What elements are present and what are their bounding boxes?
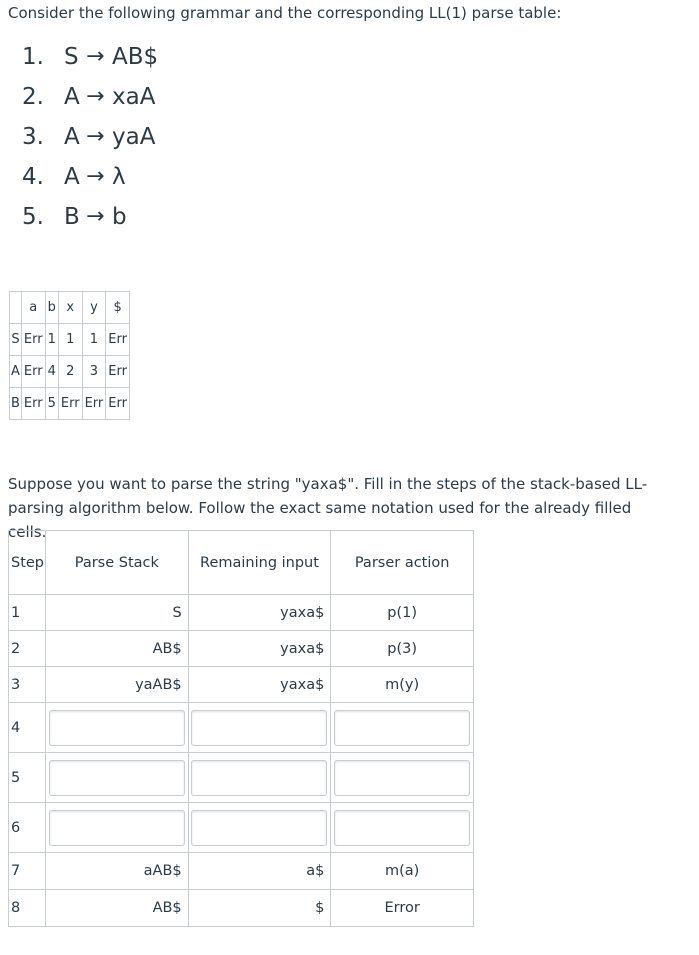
remaining-input-cell: yaxa$ bbox=[188, 631, 331, 667]
parse-stack-cell bbox=[46, 703, 189, 753]
intro-text: Consider the following grammar and the corresponding LL(1) parse table: bbox=[8, 4, 562, 22]
parser-action-cell: Error bbox=[331, 890, 474, 927]
ll1-parse-table bbox=[9, 291, 130, 420]
step-row bbox=[9, 595, 474, 631]
step-number: 8 bbox=[9, 890, 46, 927]
parse-table-cell: 4 bbox=[45, 356, 58, 388]
parse-table-column-header: y bbox=[82, 292, 106, 324]
parse-stack-cell: aAB$ bbox=[46, 853, 189, 890]
rule-number: 2. bbox=[22, 84, 44, 110]
right-arrow-icon: → bbox=[86, 164, 105, 189]
step-row bbox=[9, 631, 474, 667]
input-column-header: Remaining input bbox=[188, 531, 331, 595]
rule-rhs: λ bbox=[112, 164, 126, 190]
grammar-rule bbox=[22, 164, 158, 204]
parse-table-cell: Err bbox=[106, 388, 130, 420]
parse-table-cell: Err bbox=[106, 324, 130, 356]
parser-action-cell: p(3) bbox=[331, 631, 474, 667]
right-arrow-icon: → bbox=[86, 204, 105, 229]
step-number: 4 bbox=[9, 703, 46, 753]
parser-action-cell: m(y) bbox=[331, 667, 474, 703]
rule-rhs: xaA bbox=[112, 84, 156, 110]
step-row bbox=[9, 890, 474, 927]
parse-stack-input[interactable] bbox=[49, 810, 185, 846]
grammar-rule bbox=[22, 44, 158, 84]
parse-stack-cell: AB$ bbox=[46, 890, 189, 927]
rule-number: 1. bbox=[22, 44, 44, 70]
parser-action-cell bbox=[331, 703, 474, 753]
right-arrow-icon: → bbox=[86, 124, 105, 149]
parsing-steps-table bbox=[8, 530, 474, 927]
remaining-input-cell bbox=[188, 753, 331, 803]
remaining-input-input[interactable] bbox=[191, 810, 327, 846]
rule-rhs: yaA bbox=[112, 124, 156, 150]
step-column-header: Step bbox=[9, 531, 46, 595]
parse-table-cell: Err bbox=[106, 356, 130, 388]
rule-lhs: A bbox=[64, 124, 80, 150]
step-number: 3 bbox=[9, 667, 46, 703]
rule-number: 4. bbox=[22, 164, 44, 190]
step-number: 2 bbox=[9, 631, 46, 667]
parse-table-cell: 3 bbox=[82, 356, 106, 388]
rule-lhs: A bbox=[64, 84, 80, 110]
remaining-input-cell bbox=[188, 703, 331, 753]
parse-table-row-header: B bbox=[10, 388, 22, 420]
step-row bbox=[9, 853, 474, 890]
parse-table-row bbox=[10, 388, 130, 420]
parse-table-column-header: x bbox=[58, 292, 82, 324]
step-row bbox=[9, 703, 474, 753]
rule-lhs: S bbox=[64, 44, 79, 70]
right-arrow-icon: → bbox=[86, 44, 105, 69]
parse-table-cell: Err bbox=[21, 324, 45, 356]
step-number: 6 bbox=[9, 803, 46, 853]
parser-action-cell bbox=[331, 753, 474, 803]
remaining-input-cell: yaxa$ bbox=[188, 667, 331, 703]
parse-table-column-header: a bbox=[21, 292, 45, 324]
parse-table-row-header: S bbox=[10, 324, 22, 356]
parse-table-cell: 5 bbox=[45, 388, 58, 420]
parser-action-input[interactable] bbox=[334, 710, 470, 746]
parser-action-cell: p(1) bbox=[331, 595, 474, 631]
step-row bbox=[9, 753, 474, 803]
parse-table-cell: Err bbox=[21, 356, 45, 388]
steps-header-row bbox=[9, 531, 474, 595]
remaining-input-cell: yaxa$ bbox=[188, 595, 331, 631]
parse-table-column-header: $ bbox=[106, 292, 130, 324]
parser-action-cell: m(a) bbox=[331, 853, 474, 890]
parse-stack-cell bbox=[46, 753, 189, 803]
step-number: 5 bbox=[9, 753, 46, 803]
rule-rhs: AB$ bbox=[112, 44, 159, 70]
grammar-rule bbox=[22, 124, 158, 164]
rule-lhs: B bbox=[64, 204, 80, 230]
parse-table-corner bbox=[10, 292, 22, 324]
parser-action-input[interactable] bbox=[334, 760, 470, 796]
parse-table-row bbox=[10, 324, 130, 356]
parse-stack-cell: AB$ bbox=[46, 631, 189, 667]
parse-table-cell: 1 bbox=[45, 324, 58, 356]
parse-table-cell: Err bbox=[82, 388, 106, 420]
parse-stack-input[interactable] bbox=[49, 760, 185, 796]
parse-table-header-row bbox=[10, 292, 130, 324]
parse-table-row bbox=[10, 356, 130, 388]
grammar-rule bbox=[22, 204, 158, 244]
parser-action-input[interactable] bbox=[334, 810, 470, 846]
parse-stack-cell: S bbox=[46, 595, 189, 631]
rule-rhs: b bbox=[112, 204, 127, 230]
action-column-header: Parser action bbox=[331, 531, 474, 595]
parse-table-cell: 1 bbox=[58, 324, 82, 356]
rule-lhs: A bbox=[64, 164, 80, 190]
step-row bbox=[9, 803, 474, 853]
grammar-rules bbox=[22, 44, 158, 244]
parse-table-row-header: A bbox=[10, 356, 22, 388]
parse-table-cell: Err bbox=[58, 388, 82, 420]
rule-number: 3. bbox=[22, 124, 44, 150]
step-number: 1 bbox=[9, 595, 46, 631]
remaining-input-input[interactable] bbox=[191, 760, 327, 796]
parser-action-cell bbox=[331, 803, 474, 853]
parse-table-cell: Err bbox=[21, 388, 45, 420]
right-arrow-icon: → bbox=[86, 84, 105, 109]
grammar-rule bbox=[22, 84, 158, 124]
remaining-input-input[interactable] bbox=[191, 710, 327, 746]
parse-stack-input[interactable] bbox=[49, 710, 185, 746]
remaining-input-cell bbox=[188, 803, 331, 853]
rule-number: 5. bbox=[22, 204, 44, 230]
parse-table-cell: 1 bbox=[82, 324, 106, 356]
parse-table-column-header: b bbox=[45, 292, 58, 324]
question-text: Suppose you want to parse the string "yaxa$". Fill in the steps of the stack-based LL-parsing algorithm below. Follow the exact same notation used for the already filled cells. bbox=[8, 475, 648, 541]
remaining-input-cell: $ bbox=[188, 890, 331, 927]
step-row bbox=[9, 667, 474, 703]
parse-table-cell: 2 bbox=[58, 356, 82, 388]
stack-column-header: Parse Stack bbox=[46, 531, 189, 595]
parse-stack-cell bbox=[46, 803, 189, 853]
remaining-input-cell: a$ bbox=[188, 853, 331, 890]
parse-stack-cell: yaAB$ bbox=[46, 667, 189, 703]
step-number: 7 bbox=[9, 853, 46, 890]
